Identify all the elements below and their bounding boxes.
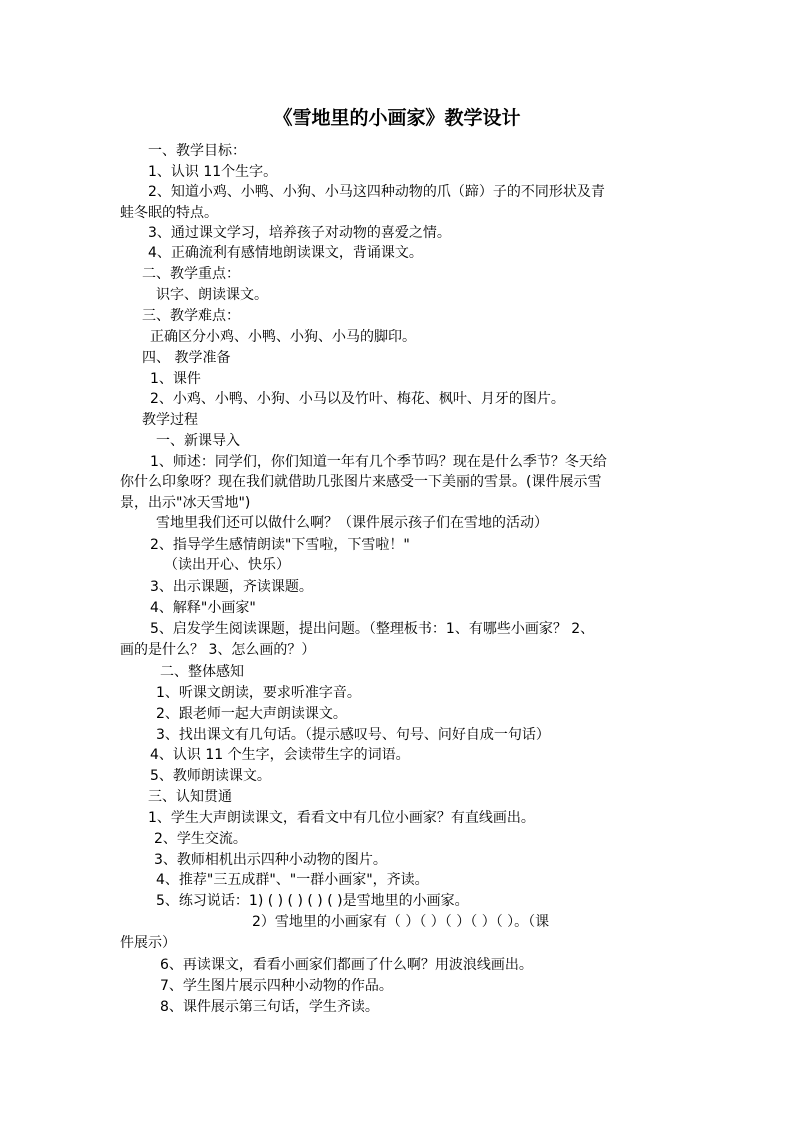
text-line: 1、师述：同学们，你们知道一年有几个季节吗？现在是什么季节？冬天给 xyxy=(150,454,607,470)
text-line: 8、课件展示第三句话，学生齐读。 xyxy=(160,999,379,1015)
text-line: 雪地里我们还可以做什么啊？（课件展示孩子们在雪地的活动） xyxy=(156,515,548,531)
text-line: 4、解释"小画家" xyxy=(150,600,256,616)
text-line: 识字、朗读课文。 xyxy=(156,287,268,303)
text-line: 2、知道小鸡、小鸭、小狗、小马这四种动物的爪（蹄）子的不同形状及青 xyxy=(148,184,605,200)
text-line: 5、启发学生阅读课题，提出问题。（整理板书：1、有哪些小画家？ 2、 xyxy=(150,621,595,637)
text-line: 7、学生图片展示四种小动物的作品。 xyxy=(160,978,393,994)
text-line: 4、认识 11 个生字，会读带生字的词语。 xyxy=(150,747,410,763)
text-line: 4、推荐"三五成群"、"一群小画家"，齐读。 xyxy=(156,872,429,888)
text-line: 3、教师相机出示四种小动物的图片。 xyxy=(154,852,387,868)
text-line: （读出开心、快乐） xyxy=(164,557,290,573)
text-line: 1、认识 11个生字。 xyxy=(148,164,278,180)
text-line: 3、找出课文有几句话。（提示感叹号、句号、问好自成一句话） xyxy=(156,727,550,743)
text-line: 二、整体感知 xyxy=(160,664,244,680)
text-line: 2）雪地里的小画家有（ ）（ ）（ ）（ ）（ ）。（课 xyxy=(252,914,550,930)
text-line: 画的是什么？ 3、怎么画的？） xyxy=(120,642,316,658)
text-line: 3、出示课题，齐读课题。 xyxy=(150,579,313,595)
text-line: 四、 教学准备 xyxy=(142,350,231,366)
text-line: 4、正确流利有感情地朗读课文，背诵课文。 xyxy=(148,245,423,261)
text-line: 正确区分小鸡、小鸭、小狗、小马的脚印。 xyxy=(150,329,416,345)
text-line: 二、教学重点： xyxy=(142,266,240,282)
text-line: 6、再读课文，看看小画家们都画了什么啊？用波浪线画出。 xyxy=(160,957,533,973)
text-line: 3、通过课文学习，培养孩子对动物的喜爱之情。 xyxy=(148,225,451,241)
text-line: 景，出示"冰天雪地") xyxy=(120,495,251,511)
text-line: 5、练习说话：1) ( ) ( ) ( ) ( )是雪地里的小画家。 xyxy=(156,893,469,909)
text-line: 2、跟老师一起大声朗读课文。 xyxy=(156,706,347,722)
text-line: 一、新课导入 xyxy=(156,433,240,449)
text-line: 2、指导学生感情朗读"下雪啦，下雪啦！" xyxy=(150,537,410,553)
text-line: 5、教师朗读课文。 xyxy=(150,768,271,784)
text-line: 你什么印象呀？现在我们就借助几张图片来感受一下美丽的雪景。(课件展示雪 xyxy=(120,474,602,490)
text-line: 2、小鸡、小鸭、小狗、小马以及竹叶、梅花、枫叶、月牙的图片。 xyxy=(150,391,565,407)
text-line: 1、学生大声朗读课文，看看文中有几位小画家？有直线画出。 xyxy=(148,810,535,826)
text-line: 一、教学目标： xyxy=(148,143,246,159)
text-line: 三、教学难点： xyxy=(142,308,240,324)
text-line: 1、听课文朗读，要求听准字音。 xyxy=(156,685,361,701)
text-line: 蛙冬眠的特点。 xyxy=(120,205,218,221)
text-line: 三、认知贯通 xyxy=(148,789,232,805)
text-line: 2、学生交流。 xyxy=(154,831,247,847)
text-line: 件展示） xyxy=(120,935,176,951)
document-title: 《雪地里的小画家》教学设计 xyxy=(273,107,521,129)
text-line: 1、课件 xyxy=(150,371,201,387)
text-line: 教学过程 xyxy=(142,412,198,428)
